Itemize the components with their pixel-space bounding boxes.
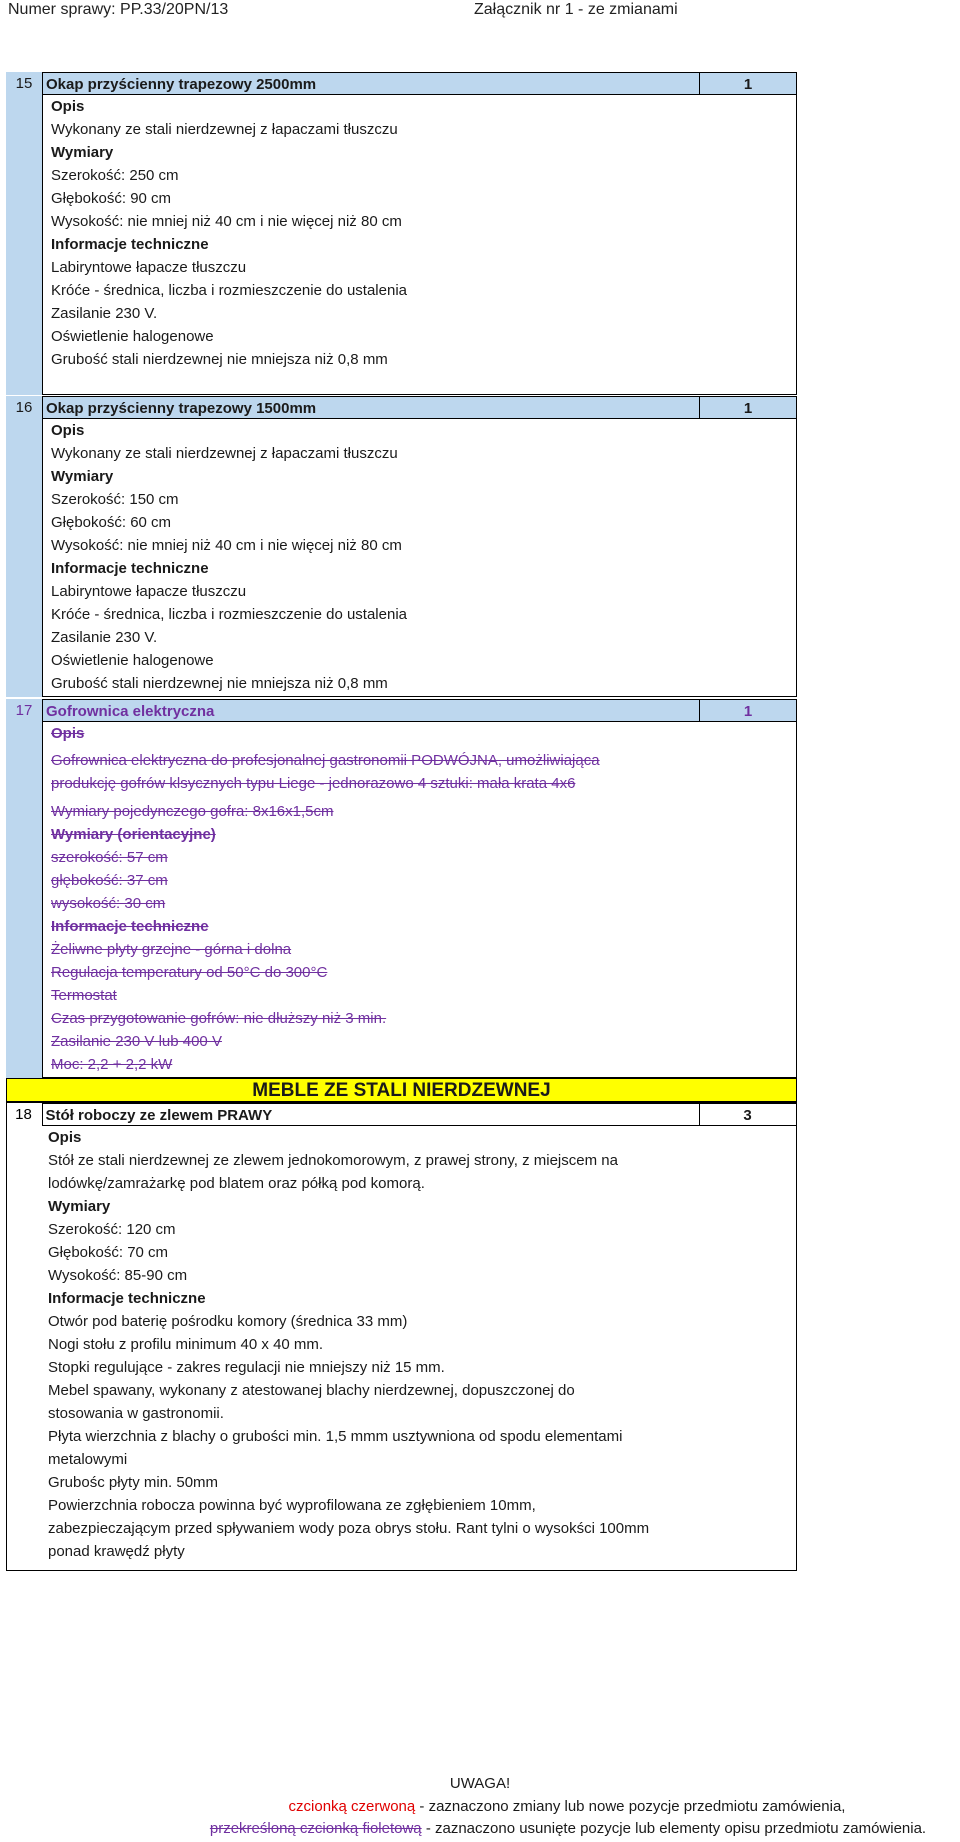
- desc-line: Oświetlenie halogenowe: [51, 328, 214, 345]
- item-header-row: [6, 72, 797, 95]
- desc-line: Opis: [51, 98, 85, 115]
- item-number: 17: [15, 702, 33, 719]
- item-quantity: 1: [700, 699, 797, 722]
- desc-line: Powierzchnia robocza powinna być wyprofilowana ze zgłębieniem 10mm,: [48, 1497, 536, 1514]
- desc-line: Labiryntowe łapacze tłuszczu: [51, 259, 247, 276]
- desc-line: Informacje techniczne: [51, 560, 209, 577]
- desc-line: Wysokość: nie mniej niż 40 cm i nie więcej niż 80 cm: [51, 213, 402, 230]
- item-header-row: [6, 699, 797, 722]
- desc-line: Zasilanie 230 V.: [51, 629, 158, 646]
- desc-line: Wymiary: [51, 468, 114, 485]
- number-column: [6, 699, 42, 1078]
- item-16: [6, 396, 797, 697]
- item-17-deleted: [6, 699, 797, 1078]
- page-header: [0, 0, 960, 24]
- item-header-row: [6, 396, 797, 419]
- item-title: Okap przyścienny trapezowy 2500mm: [42, 72, 700, 95]
- legend-red-text: - zaznaczono zmiany lub nowe pozycje przedmiotu zamówienia,: [415, 1798, 846, 1815]
- number-column: [6, 396, 42, 697]
- desc-line: Głębokość: 60 cm: [51, 514, 172, 531]
- desc-line: Informacje techniczne: [51, 918, 209, 935]
- desc-line: Nogi stołu z profilu minimum 40 x 40 mm.: [48, 1336, 324, 1353]
- item-quantity: 3: [700, 1103, 797, 1126]
- item-description: [42, 419, 797, 697]
- desc-line: Gofrownica elektryczna do profesjonalnej gastronomii PODWÓJNA, umożliwiająca: [51, 752, 600, 769]
- desc-line: Labiryntowe łapacze tłuszczu: [51, 583, 247, 600]
- desc-line: lodówkę/zamrażarkę pod blatem oraz półką pod komorą.: [48, 1175, 425, 1192]
- legend-red-sample: czcionką czerwoną: [288, 1798, 416, 1815]
- item-description: [42, 722, 797, 1078]
- desc-line: Informacje techniczne: [48, 1290, 206, 1307]
- desc-line: Moc: 2,2 + 2,2 kW: [51, 1056, 173, 1073]
- desc-line: Opis: [48, 1129, 82, 1146]
- section-band: MEBLE ZE STALI NIERDZEWNEJ: [6, 1078, 797, 1102]
- desc-line: Stół ze stali nierdzewnej ze zlewem jednokomorowym, z prawej strony, z miejscem na: [48, 1152, 618, 1169]
- item-quantity: 1: [700, 396, 797, 419]
- desc-line: głębokość: 37 cm: [51, 872, 168, 889]
- desc-line: ponad krawędź płyty: [48, 1543, 185, 1560]
- desc-line: Wykonany ze stali nierdzewnej z łapaczami tłuszczu: [51, 121, 398, 138]
- desc-line: Głębokość: 70 cm: [48, 1244, 169, 1261]
- desc-line: Szerokość: 250 cm: [51, 167, 179, 184]
- item-number: 16: [15, 399, 33, 416]
- desc-line: Króće - średnica, liczba i rozmieszczenie do ustalenia: [51, 606, 407, 623]
- footer-title: UWAGA!: [449, 1775, 511, 1792]
- item-number: 15: [15, 75, 33, 92]
- number-column: [6, 72, 42, 395]
- item-title: Okap przyścienny trapezowy 1500mm: [42, 396, 700, 419]
- desc-line: Wysokość: 85-90 cm: [48, 1267, 188, 1284]
- desc-line: Otwór pod baterię pośrodku komory (średnica 33 mm): [48, 1313, 408, 1330]
- item-title: Stół roboczy ze zlewem PRAWY: [42, 1103, 700, 1126]
- desc-line: Wymiary pojedynczego gofra: 8x16x1,5cm: [51, 803, 334, 820]
- legend-purple-text: - zaznaczono usunięte pozycje lub elementy opisu przedmiotu zamówienia.: [421, 1820, 927, 1837]
- desc-line: Termostat: [51, 987, 117, 1004]
- desc-line: wysokość: 30 cm: [51, 895, 166, 912]
- desc-line: Szerokość: 150 cm: [51, 491, 179, 508]
- desc-line: Czas przygotowanie gofrów: nie dłuższy niż 3 min.: [51, 1010, 387, 1027]
- desc-line: Oświetlenie halogenowe: [51, 652, 214, 669]
- desc-line: Wykonany ze stali nierdzewnej z łapaczami tłuszczu: [51, 445, 398, 462]
- desc-line: stosowania w gastronomii.: [48, 1405, 224, 1422]
- desc-line: Opis: [51, 422, 85, 439]
- desc-line: Płyta wierzchnia z blachy o grubości min. 1,5 mmm usztywniona od spodu elementami: [48, 1428, 623, 1445]
- desc-line: zabezpieczającym przed spływaniem wody poza obrys stołu. Rant tylni o wysokści 100mm: [48, 1520, 650, 1537]
- desc-line: Króće - średnica, liczba i rozmieszczenie do ustalenia: [51, 282, 407, 299]
- item-description: [42, 95, 797, 395]
- item-title: Gofrownica elektryczna: [42, 699, 700, 722]
- desc-line: szerokość: 57 cm: [51, 849, 168, 866]
- item-number: 18: [15, 1106, 32, 1123]
- legend-purple-sample: przekreśloną czcionką fioletową: [209, 1820, 422, 1837]
- desc-line: Informacje techniczne: [51, 236, 209, 253]
- desc-line: metalowymi: [48, 1451, 128, 1468]
- item-quantity: 1: [700, 72, 797, 95]
- desc-line: Zasilanie 230 V lub 400 V: [51, 1033, 222, 1050]
- desc-line: Grubość stali nierdzewnej nie mniejsza niż 0,8 mm: [51, 675, 388, 692]
- case-number: Numer sprawy: PP.33/20PN/13: [8, 1, 229, 18]
- desc-line: Szerokość: 120 cm: [48, 1221, 176, 1238]
- item-18: [6, 1102, 797, 1571]
- desc-line: Wymiary: [51, 144, 114, 161]
- item-header-row: [6, 1103, 797, 1126]
- footer-legend-purple: [88, 1820, 960, 1837]
- desc-line: Wymiary (orientacyjne): [51, 826, 216, 843]
- footer-legend-red: [87, 1798, 960, 1815]
- desc-line: Głębokość: 90 cm: [51, 190, 172, 207]
- desc-line: Mebel spawany, wykonany z atestowanej blachy nierdzewnej, dopuszczonej do: [48, 1382, 575, 1399]
- desc-line: Zasilanie 230 V.: [51, 305, 158, 322]
- desc-line: Grubośc płyty min. 50mm: [48, 1474, 219, 1491]
- desc-line: Grubość stali nierdzewnej nie mniejsza niż 0,8 mm: [51, 351, 388, 368]
- desc-line: Wymiary: [48, 1198, 111, 1215]
- desc-line: Stopki regulujące - zakres regulacji nie mniejszy niż 15 mm.: [48, 1359, 445, 1376]
- item-15: [6, 72, 797, 395]
- attachment-label: Załącznik nr 1 - ze zmianami: [474, 1, 678, 18]
- desc-line: produkcję gofrów klsycznych typu Liege - jednorazowo 4 sztuki: mała krata 4x6: [51, 775, 576, 792]
- desc-line: Wysokość: nie mniej niż 40 cm i nie więcej niż 80 cm: [51, 537, 402, 554]
- desc-line: Opis: [51, 725, 85, 742]
- desc-line: Żeliwne płyty grzejne - górna i dolna: [51, 941, 292, 958]
- desc-line: Regulacja temperatury od 50°C do 300°C: [51, 964, 328, 981]
